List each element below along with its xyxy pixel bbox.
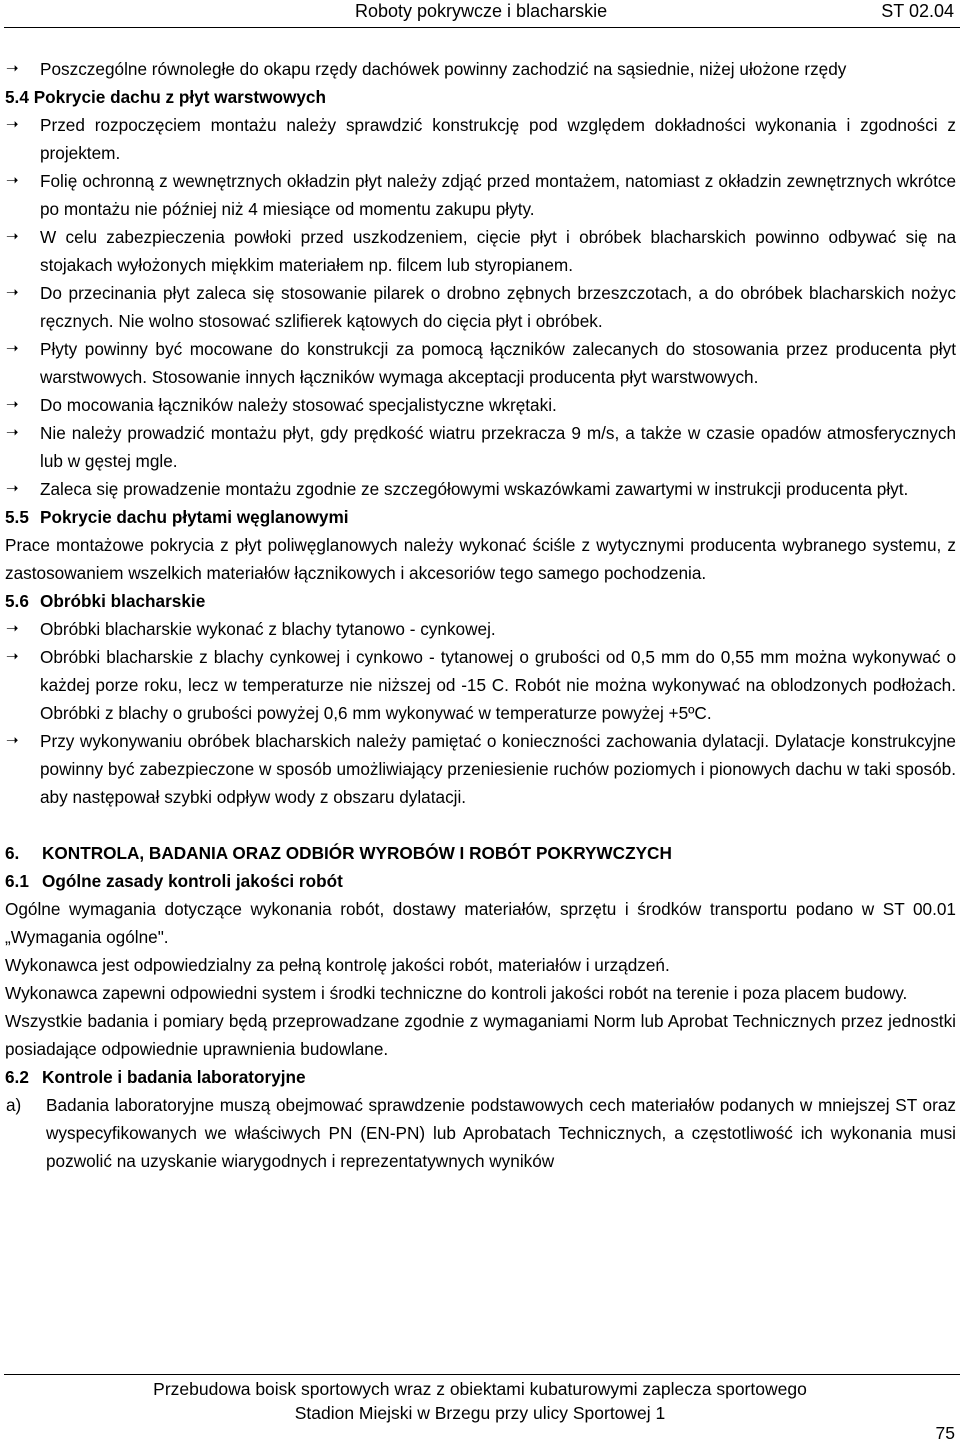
project-location: Stadion Miejski w Brzegu przy ulicy Sportowej 1 — [294, 1403, 666, 1423]
bullet-item — [5, 55, 956, 83]
document-title: Roboty pokrywcze i blacharskie — [355, 1, 608, 21]
arrow-bullet-icon: ➝ — [6, 648, 19, 665]
section-heading-5-5 — [5, 503, 956, 531]
bullet-text: Płyty powinny być mocowane do konstrukcji za pomocą łączników zalecanych do stosowania przez producenta płyt warstwowych. Stosowanie innych łączników wymaga akceptacji producenta płyt warstwowych. — [40, 339, 956, 387]
bullet-text: Obróbki blacharskie wykonać z blachy tytanowo - cynkowej. — [40, 619, 496, 639]
arrow-bullet-icon: ➝ — [6, 172, 19, 189]
paragraph: Prace montażowe pokrycia z płyt poliwęglanowych należy wykonać ściśle z wytycznymi producenta wybranego systemu, z zastosowaniem wszelkich materiałów łącznikowych i akcesoriów tego samego pochodzenia. — [5, 535, 956, 583]
spec-code: ST 02.04 — [881, 1, 954, 21]
bullet-text: Zaleca się prowadzenie montażu zgodnie ze szczegółowymi wskazówkami zawartymi w instrukcji producenta płyt. — [40, 479, 909, 499]
arrow-bullet-icon: ➝ — [6, 60, 19, 77]
arrow-bullet-icon: ➝ — [6, 396, 19, 413]
bullet-item — [5, 643, 956, 727]
section-number: 6.1 — [5, 871, 29, 891]
paragraph: Wszystkie badania i pomiary będą przeprowadzane zgodnie z wymaganiami Norm lub Aprobat Technicznych przez jednostki posiadające odpowiednie uprawnienia budowlane. — [5, 1011, 956, 1059]
paragraph: Ogólne wymagania dotyczące wykonania robót, dostawy materiałów, sprzętu i środków transportu podano w ST 00.01 „Wymagania ogólne". — [5, 899, 956, 947]
section-number: 5.4 — [5, 87, 29, 107]
bullet-text: W celu zabezpieczenia powłoki przed uszkodzeniem, cięcie płyt i obróbek blacharskich powinno odbywać się na stojakach wyłożonych miękkim materiałem np. filcem lub styropianem. — [40, 227, 956, 275]
bullet-text: Do mocowania łączników należy stosować specjalistyczne wkrętaki. — [40, 395, 557, 415]
page-header — [0, 0, 960, 28]
bullet-item — [5, 419, 956, 475]
bullet-item — [5, 475, 956, 503]
arrow-bullet-icon: ➝ — [6, 424, 19, 441]
bullet-text: Przy wykonywaniu obróbek blacharskich należy pamiętać o konieczności zachowania dylatacji. Dylatacje konstrukcyjne powinny być zabezpieczone w sposób umożliwiający przeniesienie ruchów poziomych i pionowych dachu w taki sposób. aby następował szybki odpływ wody z obszaru dylatacji. — [40, 731, 956, 807]
section-title: Pokrycie dachu z płyt warstwowych — [33, 87, 326, 107]
bullet-text: Poszczególne równoległe do okapu rzędy dachówek powinny zachodzić na sąsiednie, niżej ułożone rzędy — [40, 59, 847, 79]
page-number: 75 — [935, 1423, 955, 1443]
bullet-item — [5, 615, 956, 643]
bullet-text: Obróbki blacharskie z blachy cynkowej i cynkowo - tytanowej o grubości od 0,5 mm do 0,55 mm można wykonywać o każdej porze roku, lecz w temperaturze nie niższej od -15 C. Robót nie można wykonywać na oblodzonych podłożach. Obróbki z blachy o grubości powyżej 0,6 mm wykonywać w temperaturze powyżej +5ºC. — [40, 647, 956, 723]
arrow-bullet-icon: ➝ — [6, 480, 19, 497]
section-title: Pokrycie dachu płytami węglanowymi — [40, 507, 349, 527]
bullet-item — [5, 391, 956, 419]
section-title: Kontrole i badania laboratoryjne — [42, 1067, 306, 1087]
list-label: a) — [6, 1095, 22, 1115]
bullet-item — [5, 111, 956, 167]
section-heading-5-4 — [5, 83, 956, 111]
section-number: 5.5 — [5, 507, 29, 527]
paragraph: Wykonawca jest odpowiedzialny za pełną kontrolę jakości robót, materiałów i urządzeń. — [5, 955, 670, 975]
header-rule — [4, 27, 960, 28]
section-number: 6.2 — [5, 1067, 29, 1087]
project-title: Przebudowa boisk sportowych wraz z obiektami kubaturowymi zaplecza sportowego — [153, 1379, 807, 1399]
arrow-bullet-icon: ➝ — [6, 340, 19, 357]
paragraph: Wykonawca zapewni odpowiedni system i środki techniczne do kontroli jakości robót na terenie i poza placem budowy. — [5, 983, 908, 1003]
bullet-item — [5, 727, 956, 811]
section-heading-6 — [5, 839, 956, 867]
bullet-item — [5, 335, 956, 391]
arrow-bullet-icon: ➝ — [6, 620, 19, 637]
section-number: 5.6 — [5, 591, 29, 611]
section-title: KONTROLA, BADANIA ORAZ ODBIÓR WYROBÓW I ROBÓT POKRYWCZYCH — [42, 843, 672, 863]
bullet-text: Folię ochronną z wewnętrznych okładzin płyt należy zdjąć przed montażem, natomiast z okładzin zewnętrznych wkrótce po montażu nie później niż 4 miesiące od momentu zakupu płyty. — [40, 171, 956, 219]
section-heading-6-2 — [5, 1063, 956, 1091]
bullet-text: Do przecinania płyt zaleca się stosowanie pilarek o drobno zębnych brzeszczotach, a do obróbek blacharskich nożyc ręcznych. Nie wolno stosować szlifierek kątowych do cięcia płyt i obróbek. — [40, 283, 956, 331]
arrow-bullet-icon: ➝ — [6, 284, 19, 301]
footer-rule — [4, 1374, 960, 1375]
arrow-bullet-icon: ➝ — [6, 732, 19, 749]
bullet-text: Nie należy prowadzić montażu płyt, gdy prędkość wiatru przekracza 9 m/s, a także w czasie opadów atmosferycznych lub w gęstej mgle. — [40, 423, 956, 471]
section-title: Obróbki blacharskie — [40, 591, 206, 611]
section-heading-6-1 — [5, 867, 956, 895]
bullet-item — [5, 167, 956, 223]
arrow-bullet-icon: ➝ — [6, 228, 19, 245]
section-number: 6. — [5, 843, 20, 863]
lettered-list-item — [5, 1091, 956, 1175]
bullet-text: Przed rozpoczęciem montażu należy sprawdzić konstrukcję pod względem dokładności wykonania i zgodności z projektem. — [40, 115, 956, 163]
bullet-item — [5, 279, 956, 335]
page-footer — [0, 1368, 960, 1444]
arrow-bullet-icon: ➝ — [6, 116, 19, 133]
section-title: Ogólne zasady kontroli jakości robót — [42, 871, 343, 891]
bullet-item — [5, 223, 956, 279]
blank-line — [5, 811, 956, 839]
document-body — [5, 55, 956, 1175]
list-text: Badania laboratoryjne muszą obejmować sprawdzenie podstawowych cech materiałów podanych w mniejszej ST oraz wyspecyfikowanych we właściwych PN (EN-PN) lub Aprobatach Technicznych, a częstotliwość ich wykonania musi pozwolić na uzyskanie wiarygodnych i reprezentatywnych wyników — [46, 1095, 956, 1171]
section-heading-5-6 — [5, 587, 956, 615]
